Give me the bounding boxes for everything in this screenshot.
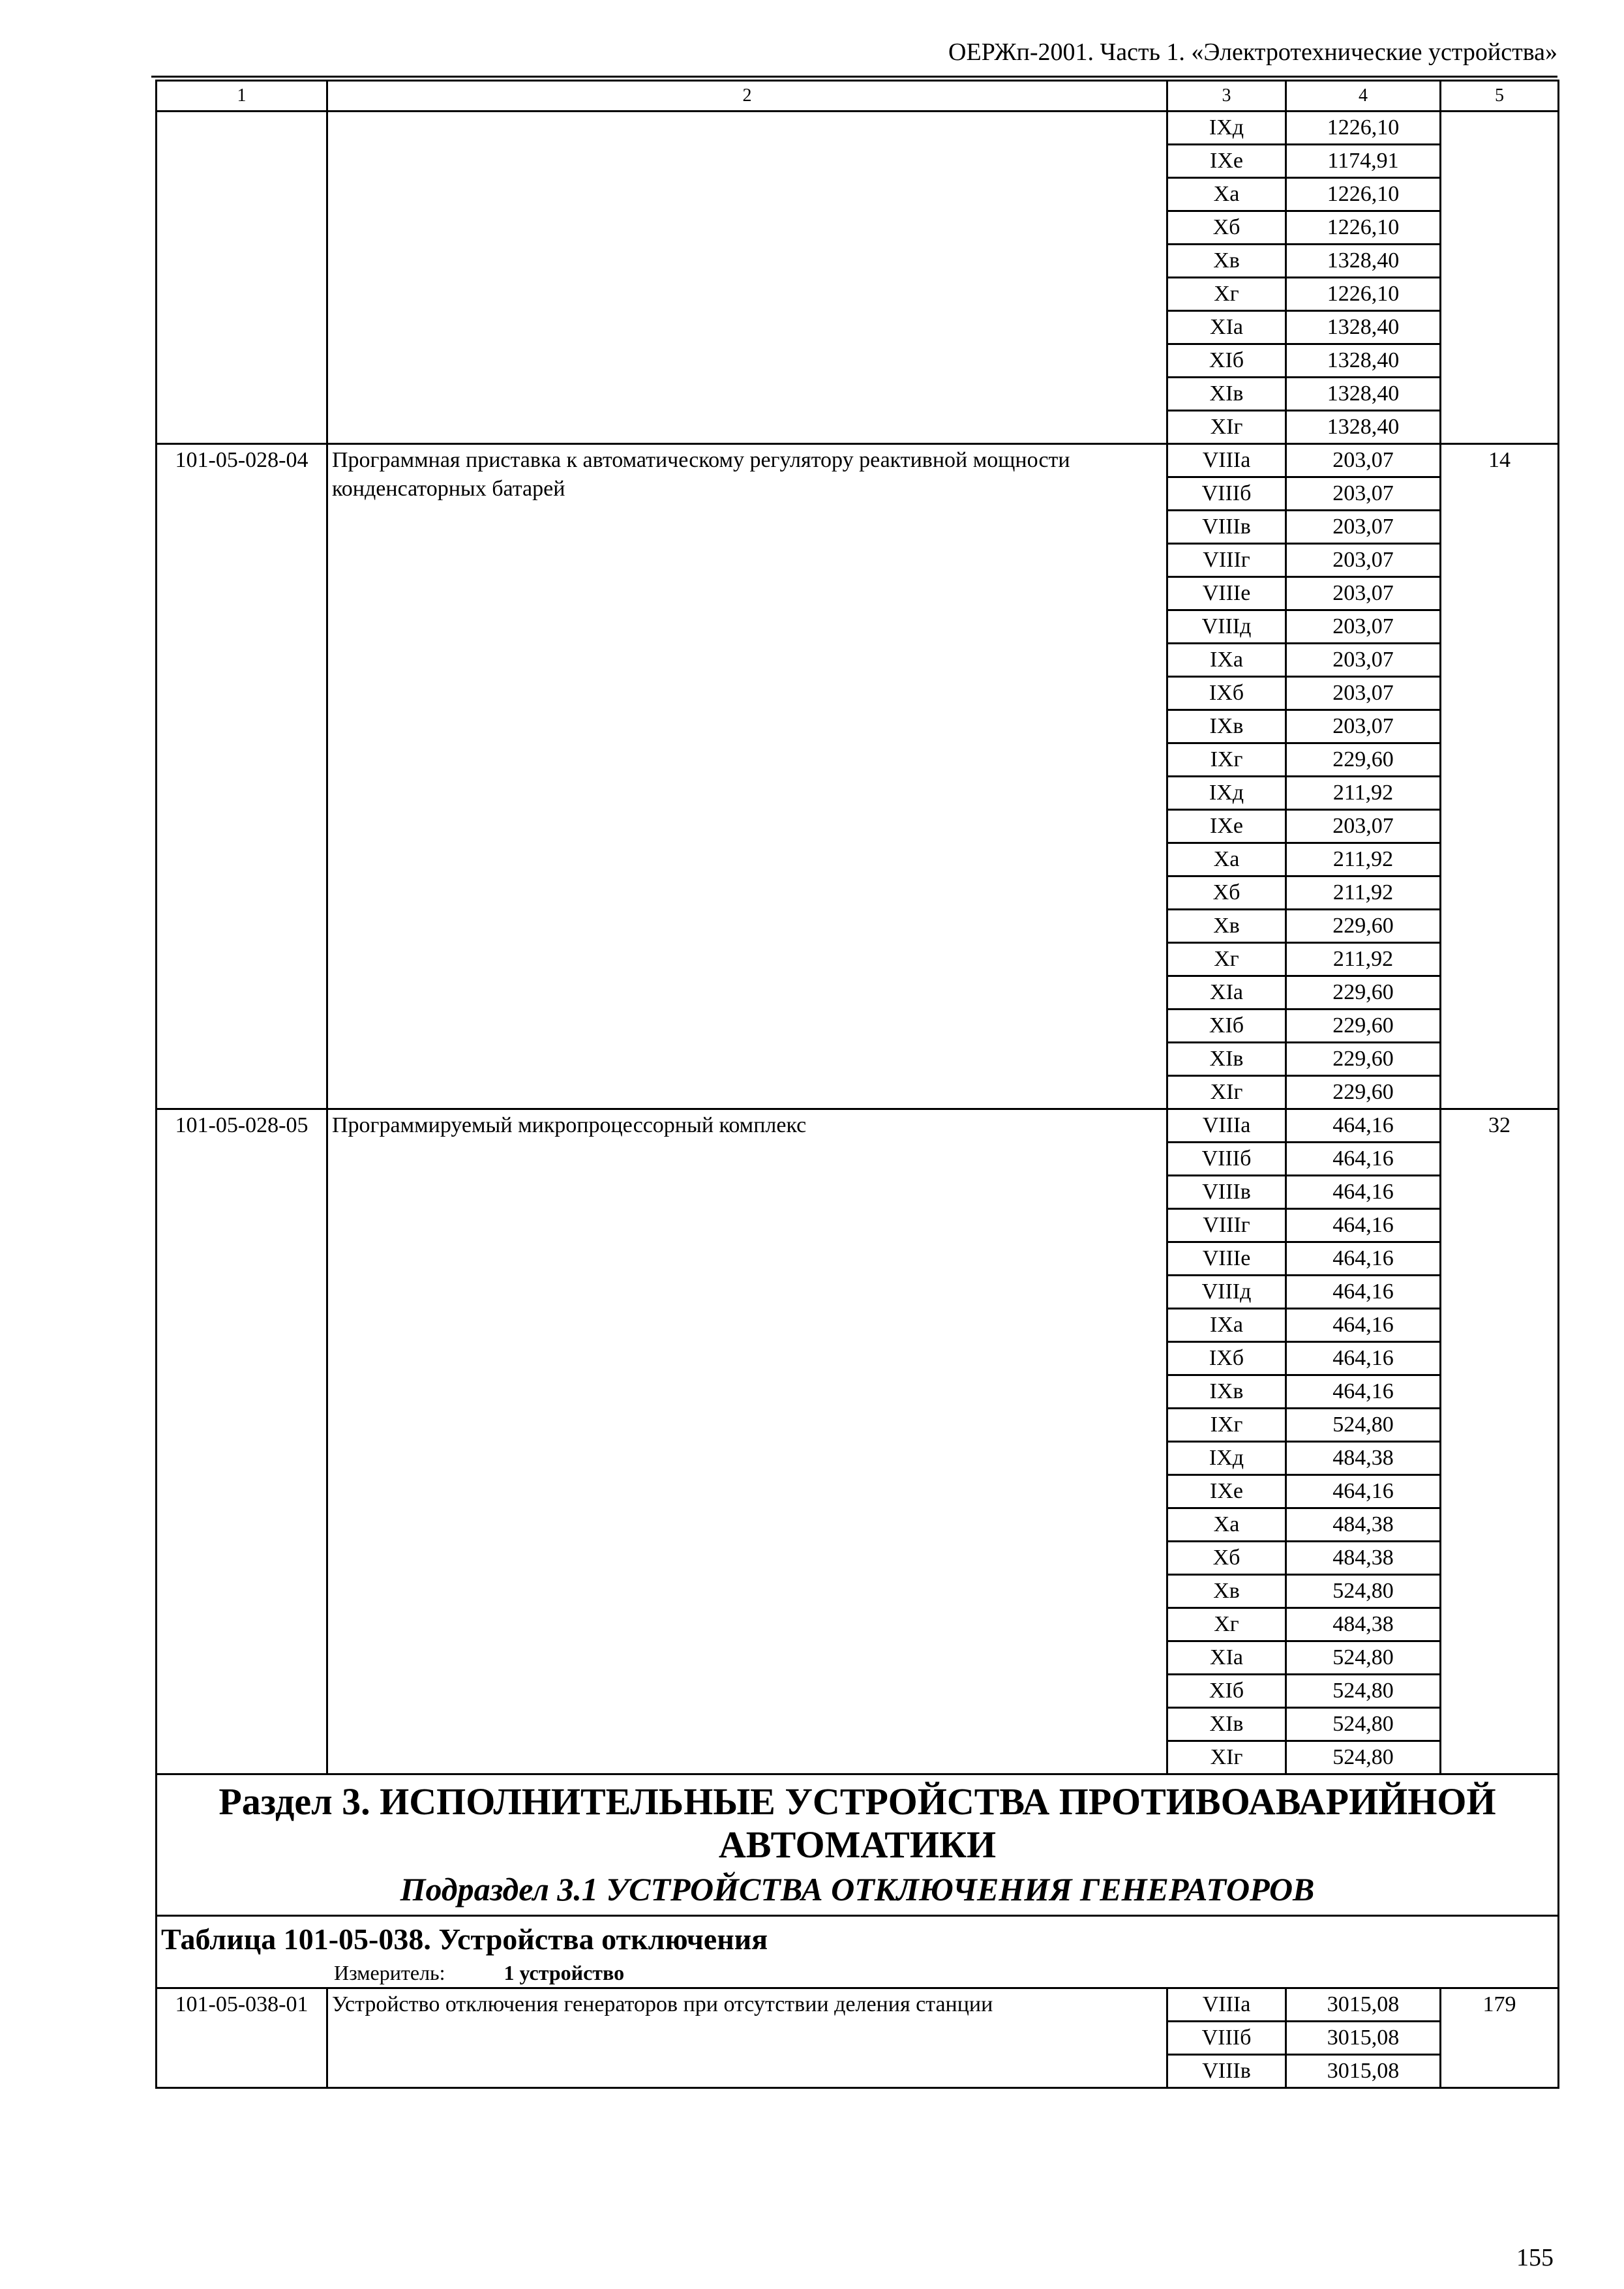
zone-cell: VIIIб: [1167, 1143, 1286, 1176]
price-cell: 3015,08: [1286, 1988, 1441, 2022]
zone-cell: VIIIе: [1167, 1242, 1286, 1276]
zone-cell: XIб: [1167, 1675, 1286, 1708]
zone-cell: IXе: [1167, 1475, 1286, 1508]
zone-cell: VIIIв: [1167, 2055, 1286, 2088]
zone-cell: VIIIа: [1167, 444, 1286, 477]
price-cell: 203,07: [1286, 644, 1441, 677]
price-cell: 524,80: [1286, 1575, 1441, 1608]
item-code: 101-05-028-04: [157, 444, 327, 1109]
zone-cell: Xа: [1167, 843, 1286, 876]
table-row: [157, 1988, 1559, 2022]
price-cell: 1226,10: [1286, 112, 1441, 145]
section-row: [157, 1774, 1559, 1916]
table-row: [157, 444, 1559, 477]
price-cell: 484,38: [1286, 1508, 1441, 1542]
item-name: Устройство отключения генераторов при отсутствии деления станции: [327, 1988, 1167, 2088]
zone-cell: IXб: [1167, 1342, 1286, 1375]
zone-cell: XIа: [1167, 976, 1286, 1010]
item-code: [157, 112, 327, 444]
running-header: ОЕРЖп-2001. Часть 1. «Электротехнические устройства»: [948, 38, 1557, 66]
subsection-title: Подраздел 3.1 УСТРОЙСТВА ОТКЛЮЧЕНИЯ ГЕНЕРАТОРОВ: [400, 1871, 1315, 1908]
price-cell: 464,16: [1286, 1242, 1441, 1276]
price-cell: 524,80: [1286, 1409, 1441, 1442]
zone-cell: VIIIд: [1167, 1276, 1286, 1309]
price-cell: 484,38: [1286, 1542, 1441, 1575]
price-cell: 203,07: [1286, 810, 1441, 843]
item-quantity: 179: [1441, 1988, 1559, 2088]
price-cell: 1328,40: [1286, 378, 1441, 411]
price-cell: 3015,08: [1286, 2055, 1441, 2088]
item-name: [327, 112, 1167, 444]
measure-label: Измеритель:: [334, 1961, 445, 1984]
price-cell: 229,60: [1286, 910, 1441, 943]
price-cell: 484,38: [1286, 1608, 1441, 1641]
price-cell: 464,16: [1286, 1109, 1441, 1143]
measure-value: 1 устройство: [504, 1961, 625, 1984]
price-cell: 229,60: [1286, 976, 1441, 1010]
zone-cell: Xа: [1167, 1508, 1286, 1542]
item-quantity: 32: [1441, 1109, 1559, 1774]
zone-cell: VIIIв: [1167, 1176, 1286, 1209]
zone-cell: IXг: [1167, 1409, 1286, 1442]
price-cell: 203,07: [1286, 511, 1441, 544]
item-code: 101-05-038-01: [157, 1988, 327, 2088]
zone-cell: Xв: [1167, 910, 1286, 943]
zone-cell: Xв: [1167, 1575, 1286, 1608]
zone-cell: XIв: [1167, 1043, 1286, 1076]
price-cell: 1328,40: [1286, 344, 1441, 378]
zone-cell: IXа: [1167, 1309, 1286, 1342]
zone-cell: IXб: [1167, 677, 1286, 710]
zone-cell: VIIIб: [1167, 2022, 1286, 2055]
zone-cell: XIа: [1167, 1641, 1286, 1675]
item-code: 101-05-028-05: [157, 1109, 327, 1774]
item-name: Программируемый микропроцессорный комплекс: [327, 1109, 1167, 1774]
price-cell: 203,07: [1286, 444, 1441, 477]
price-cell: 203,07: [1286, 677, 1441, 710]
zone-cell: Xб: [1167, 211, 1286, 245]
zone-cell: Xб: [1167, 876, 1286, 910]
price-cell: 203,07: [1286, 610, 1441, 644]
price-cell: 484,38: [1286, 1442, 1441, 1475]
table-row: [157, 1109, 1559, 1143]
measure-line: [161, 1958, 1554, 1987]
zone-cell: XIб: [1167, 344, 1286, 378]
price-cell: 211,92: [1286, 777, 1441, 810]
table-row: [157, 112, 1559, 145]
price-cell: 524,80: [1286, 1641, 1441, 1675]
zone-cell: VIIIг: [1167, 544, 1286, 577]
page-number: 155: [1516, 2244, 1554, 2271]
zone-cell: XIв: [1167, 378, 1286, 411]
column-number: 4: [1286, 81, 1441, 112]
price-cell: 524,80: [1286, 1708, 1441, 1741]
table-heading: [157, 1916, 1559, 1988]
price-cell: 203,07: [1286, 710, 1441, 743]
zone-cell: IXв: [1167, 710, 1286, 743]
price-cell: 464,16: [1286, 1176, 1441, 1209]
zone-cell: Xг: [1167, 278, 1286, 311]
section-title: Раздел 3. ИСПОЛНИТЕЛЬНЫЕ УСТРОЙСТВА ПРОТИВОАВАРИЙНОЙ АВТОМАТИКИ: [218, 1780, 1496, 1866]
price-cell: 229,60: [1286, 1076, 1441, 1109]
column-number: 3: [1167, 81, 1286, 112]
zone-cell: VIIIд: [1167, 610, 1286, 644]
zone-cell: IXд: [1167, 777, 1286, 810]
zone-cell: XIг: [1167, 411, 1286, 444]
price-cell: 464,16: [1286, 1209, 1441, 1242]
price-cell: 464,16: [1286, 1342, 1441, 1375]
zone-cell: VIIIа: [1167, 1988, 1286, 2022]
price-cell: 211,92: [1286, 876, 1441, 910]
price-cell: 1226,10: [1286, 178, 1441, 211]
zone-cell: VIIIг: [1167, 1209, 1286, 1242]
zone-cell: IXа: [1167, 644, 1286, 677]
price-cell: 229,60: [1286, 1010, 1441, 1043]
price-cell: 211,92: [1286, 843, 1441, 876]
price-cell: 229,60: [1286, 1043, 1441, 1076]
price-cell: 524,80: [1286, 1675, 1441, 1708]
zone-cell: IXд: [1167, 112, 1286, 145]
column-number-row: [157, 81, 1559, 112]
price-cell: 203,07: [1286, 544, 1441, 577]
price-cell: 524,80: [1286, 1741, 1441, 1774]
zone-cell: Xа: [1167, 178, 1286, 211]
table-title-row: [157, 1916, 1559, 1988]
price-table: [155, 80, 1559, 2089]
price-cell: 464,16: [1286, 1309, 1441, 1342]
column-number: 5: [1441, 81, 1559, 112]
price-cell: 1328,40: [1286, 245, 1441, 278]
price-cell: 464,16: [1286, 1143, 1441, 1176]
header-rule: [151, 76, 1557, 78]
item-quantity: [1441, 112, 1559, 444]
zone-cell: Xб: [1167, 1542, 1286, 1575]
zone-cell: IXд: [1167, 1442, 1286, 1475]
zone-cell: VIIIв: [1167, 511, 1286, 544]
zone-cell: Xг: [1167, 1608, 1286, 1641]
price-cell: 464,16: [1286, 1475, 1441, 1508]
item-name: Программная приставка к автоматическому регулятору реактивной мощности конденсаторных батарей: [327, 444, 1167, 1109]
price-cell: 464,16: [1286, 1375, 1441, 1409]
zone-cell: XIг: [1167, 1741, 1286, 1774]
price-cell: 1174,91: [1286, 145, 1441, 178]
price-cell: 229,60: [1286, 743, 1441, 777]
zone-cell: XIв: [1167, 1708, 1286, 1741]
zone-cell: IXг: [1167, 743, 1286, 777]
column-number: 1: [157, 81, 327, 112]
zone-cell: XIа: [1167, 311, 1286, 344]
zone-cell: XIб: [1167, 1010, 1286, 1043]
zone-cell: IXе: [1167, 810, 1286, 843]
zone-cell: IXв: [1167, 1375, 1286, 1409]
zone-cell: Xв: [1167, 245, 1286, 278]
zone-cell: VIIIе: [1167, 577, 1286, 610]
price-cell: 1328,40: [1286, 311, 1441, 344]
price-cell: 1226,10: [1286, 278, 1441, 311]
price-cell: 1226,10: [1286, 211, 1441, 245]
zone-cell: VIIIб: [1167, 477, 1286, 511]
price-cell: 203,07: [1286, 477, 1441, 511]
price-cell: 1328,40: [1286, 411, 1441, 444]
zone-cell: IXе: [1167, 145, 1286, 178]
price-cell: 464,16: [1286, 1276, 1441, 1309]
section-heading: [157, 1774, 1559, 1916]
price-cell: 203,07: [1286, 577, 1441, 610]
item-quantity: 14: [1441, 444, 1559, 1109]
price-cell: 211,92: [1286, 943, 1441, 976]
column-number: 2: [327, 81, 1167, 112]
zone-cell: Xг: [1167, 943, 1286, 976]
price-cell: 3015,08: [1286, 2022, 1441, 2055]
table-title: Таблица 101-05-038. Устройства отключения: [161, 1922, 768, 1956]
zone-cell: VIIIа: [1167, 1109, 1286, 1143]
zone-cell: XIг: [1167, 1076, 1286, 1109]
